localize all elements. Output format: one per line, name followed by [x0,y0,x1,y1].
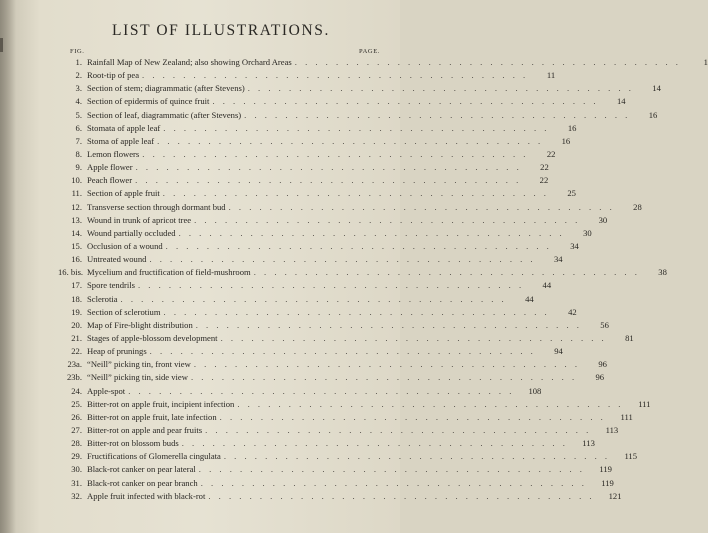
figure-description: Heap of prunings [87,346,147,357]
list-item [58,174,549,187]
page-title: LIST OF ILLUSTRATIONS. [112,22,330,39]
list-item [58,332,634,345]
figure-description: Transverse section through dormant bud [87,201,226,212]
dot-leader [251,266,643,279]
list-item [58,227,592,240]
figure-number: 12. [71,201,82,212]
dot-leader [147,345,539,358]
figure-number: 11. [71,188,82,199]
fig-column-header: FIG. [70,48,85,55]
figure-number: 21. [71,332,82,343]
figure-description: Mycelium and fructification of field-mushroom [87,267,251,278]
page-column-header: PAGE. [358,48,380,55]
dot-leader [245,82,637,95]
list-item [58,69,556,82]
printed-page [58,0,708,533]
page-number: 113 [605,424,619,435]
list-item [58,266,667,279]
figure-description: Section of epidermis of quince fruit [87,96,210,107]
page-number: 44 [542,280,552,291]
page-number: 56 [600,319,609,330]
facing-page-edge-mark [0,38,3,52]
dot-leader [202,424,594,437]
page-number: 121 [608,490,622,501]
figure-number: 3. [75,83,82,94]
figure-number: 15. [71,240,82,251]
dot-leader [218,332,610,345]
figure-description: Bitter-rot on apple fruit, late infection [87,411,217,422]
list-item [58,450,638,463]
figure-description: “Neill” picking tin, side view [87,372,188,383]
figure-number: 23b. [66,372,82,383]
list-item [58,490,622,503]
list-item [58,56,708,69]
dot-leader [226,201,618,214]
illustrations-list [58,56,708,503]
page-number: 81 [625,332,634,343]
page-number: 96 [598,359,607,370]
figure-number: 1. [75,57,82,67]
dot-leader [163,240,555,253]
figure-description: Section of leaf, diagrammatic (after Stevens) [87,109,242,120]
figure-description: Map of Fire-blight distribution [87,319,193,330]
list-item [58,187,576,200]
page-number: 44 [525,293,534,304]
figure-description: Sclerotia [87,293,118,304]
list-item [58,371,605,384]
page-number: 16 [567,122,577,133]
dot-leader [118,293,510,306]
page-number: 25 [567,188,576,199]
list-item [58,135,571,148]
page-number: 11 [546,70,556,81]
page-gutter-shadow [0,0,16,533]
figure-description: Fructifications of Glomerella cingulata [87,451,221,462]
page-number: 111 [620,411,633,422]
page-number: 28 [633,201,642,212]
dot-leader [135,279,527,292]
figure-description: Peach flower [87,175,133,186]
list-item [58,109,658,122]
dot-leader [139,148,531,161]
dot-leader [234,398,626,411]
figure-description: “Neill” picking tin, front view [87,359,191,370]
dot-leader [209,95,601,108]
figure-description: Stages of apple-blossom development [87,332,218,343]
page-number: 22 [539,175,549,186]
list-item [58,161,549,174]
dot-leader [241,109,633,122]
list-item [58,463,612,476]
page-number: 14 [652,83,661,94]
list-item [58,201,642,214]
list-item [58,95,626,108]
list-item [58,411,633,424]
figure-number: 4. [75,96,82,107]
list-item [58,358,607,371]
figure-description: Apple fruit infected with black-rot [87,490,206,501]
figure-number: 18. [71,293,82,304]
dot-leader [132,174,524,187]
page-number: 38 [658,267,667,278]
dot-leader [161,306,553,319]
figure-number: 2. [75,70,82,81]
dot-leader [221,450,613,463]
figure-number: 27. [71,424,82,435]
page-number: 1 [703,57,708,67]
figure-number: 22. [71,346,82,357]
figure-number: 13. [71,214,82,225]
figure-description: Black-rot canker on pear lateral [87,464,196,475]
figure-description: Section of apple fruit [87,188,160,199]
page-number: 16 [561,135,571,146]
figure-number: 5. [75,109,82,120]
dot-leader [217,411,609,424]
page-number: 108 [528,385,542,396]
figure-number: 29. [71,451,82,462]
figure-number: 6. [75,122,82,133]
list-item [58,214,608,227]
dot-leader [146,253,538,266]
dot-leader [154,135,546,148]
figure-description: Lemon flowers [87,148,140,159]
figure-number: 19. [71,306,82,317]
list-item [58,424,619,437]
figure-number: 26. [71,411,82,422]
page-number: 16 [648,109,658,120]
list-item [58,306,577,319]
figure-number: 23a. [67,359,82,370]
figure-number: 10. [71,175,82,186]
figure-description: Apple flower [87,162,133,173]
dot-leader [176,227,568,240]
figure-description: Section of stem; diagrammatic (after Stevens) [87,83,245,94]
page-number: 96 [595,372,605,383]
list-item [58,345,563,358]
list-item [58,279,552,292]
figure-description: Stoma of apple leaf [87,135,155,146]
dot-leader [292,56,684,69]
page-number: 30 [583,227,592,238]
figure-number: 9. [75,162,82,173]
page-number: 22 [546,148,556,159]
list-item [58,293,534,306]
figure-number: 7. [75,135,82,146]
dot-leader [188,371,580,384]
list-item [58,385,542,398]
figure-description: Bitter-rot on apple fruit, incipient infection [87,398,235,409]
figure-description: Occlusion of a wound [87,240,163,251]
figure-number: 16. bis. [58,267,84,278]
dot-leader [139,69,531,82]
page-number: 119 [601,477,614,488]
figure-description: Apple-spot [87,385,126,396]
list-item [58,437,595,450]
page-number: 111 [638,398,651,409]
list-item [58,398,651,411]
page-number: 34 [570,240,579,251]
page-number: 14 [616,96,626,107]
figure-number: 32. [71,490,82,501]
figure-description: Section of sclerotium [87,306,161,317]
list-item [58,319,609,332]
figure-description: Stomata of apple leaf [87,122,161,133]
figure-description: Black-rot canker on pear branch [87,477,198,488]
list-item [58,477,614,490]
figure-description: Bitter-rot on blossom buds [87,438,179,449]
figure-description: Bitter-rot on apple and pear fruits [87,424,203,435]
page-number: 113 [582,438,595,449]
figure-number: 20. [71,319,82,330]
page-number: 34 [553,254,563,265]
page-number: 30 [598,214,608,225]
figure-description: Spore tendrils [87,280,135,291]
dot-leader [205,490,597,503]
dot-leader [191,214,583,227]
figure-number: 31. [71,477,82,488]
page-number: 22 [540,162,549,173]
figure-number: 16. [71,254,82,265]
page-number: 115 [624,451,638,462]
figure-description: Untreated wound [87,254,147,265]
figure-number: 17. [71,280,82,291]
list-item [58,82,661,95]
figure-description: Wound partially occluded [87,227,176,238]
figure-number: 24. [71,385,82,396]
page-number: 42 [568,306,577,317]
dot-leader [125,385,517,398]
figure-number: 14. [71,227,82,238]
list-item [58,148,556,161]
dot-leader [179,437,571,450]
figure-description: Root-tip of pea [87,70,140,81]
list-item [58,253,563,266]
figure-number: 8. [75,148,82,159]
figure-number: 25. [71,398,82,409]
dot-leader [160,187,552,200]
list-item [58,240,579,253]
dot-leader [196,463,588,476]
dot-leader [193,319,585,332]
figure-number: 30. [71,464,82,475]
figure-number: 28. [71,438,82,449]
figure-description: Rainfall Map of New Zealand; also showing Orchard Areas [87,57,292,67]
dot-leader [191,358,583,371]
dot-leader [160,122,552,135]
dot-leader [133,161,525,174]
dot-leader [198,477,590,490]
page-number: 94 [554,346,563,357]
figure-description: Wound in trunk of apricot tree [87,214,192,225]
list-item [58,122,577,135]
page-number: 119 [599,464,612,475]
